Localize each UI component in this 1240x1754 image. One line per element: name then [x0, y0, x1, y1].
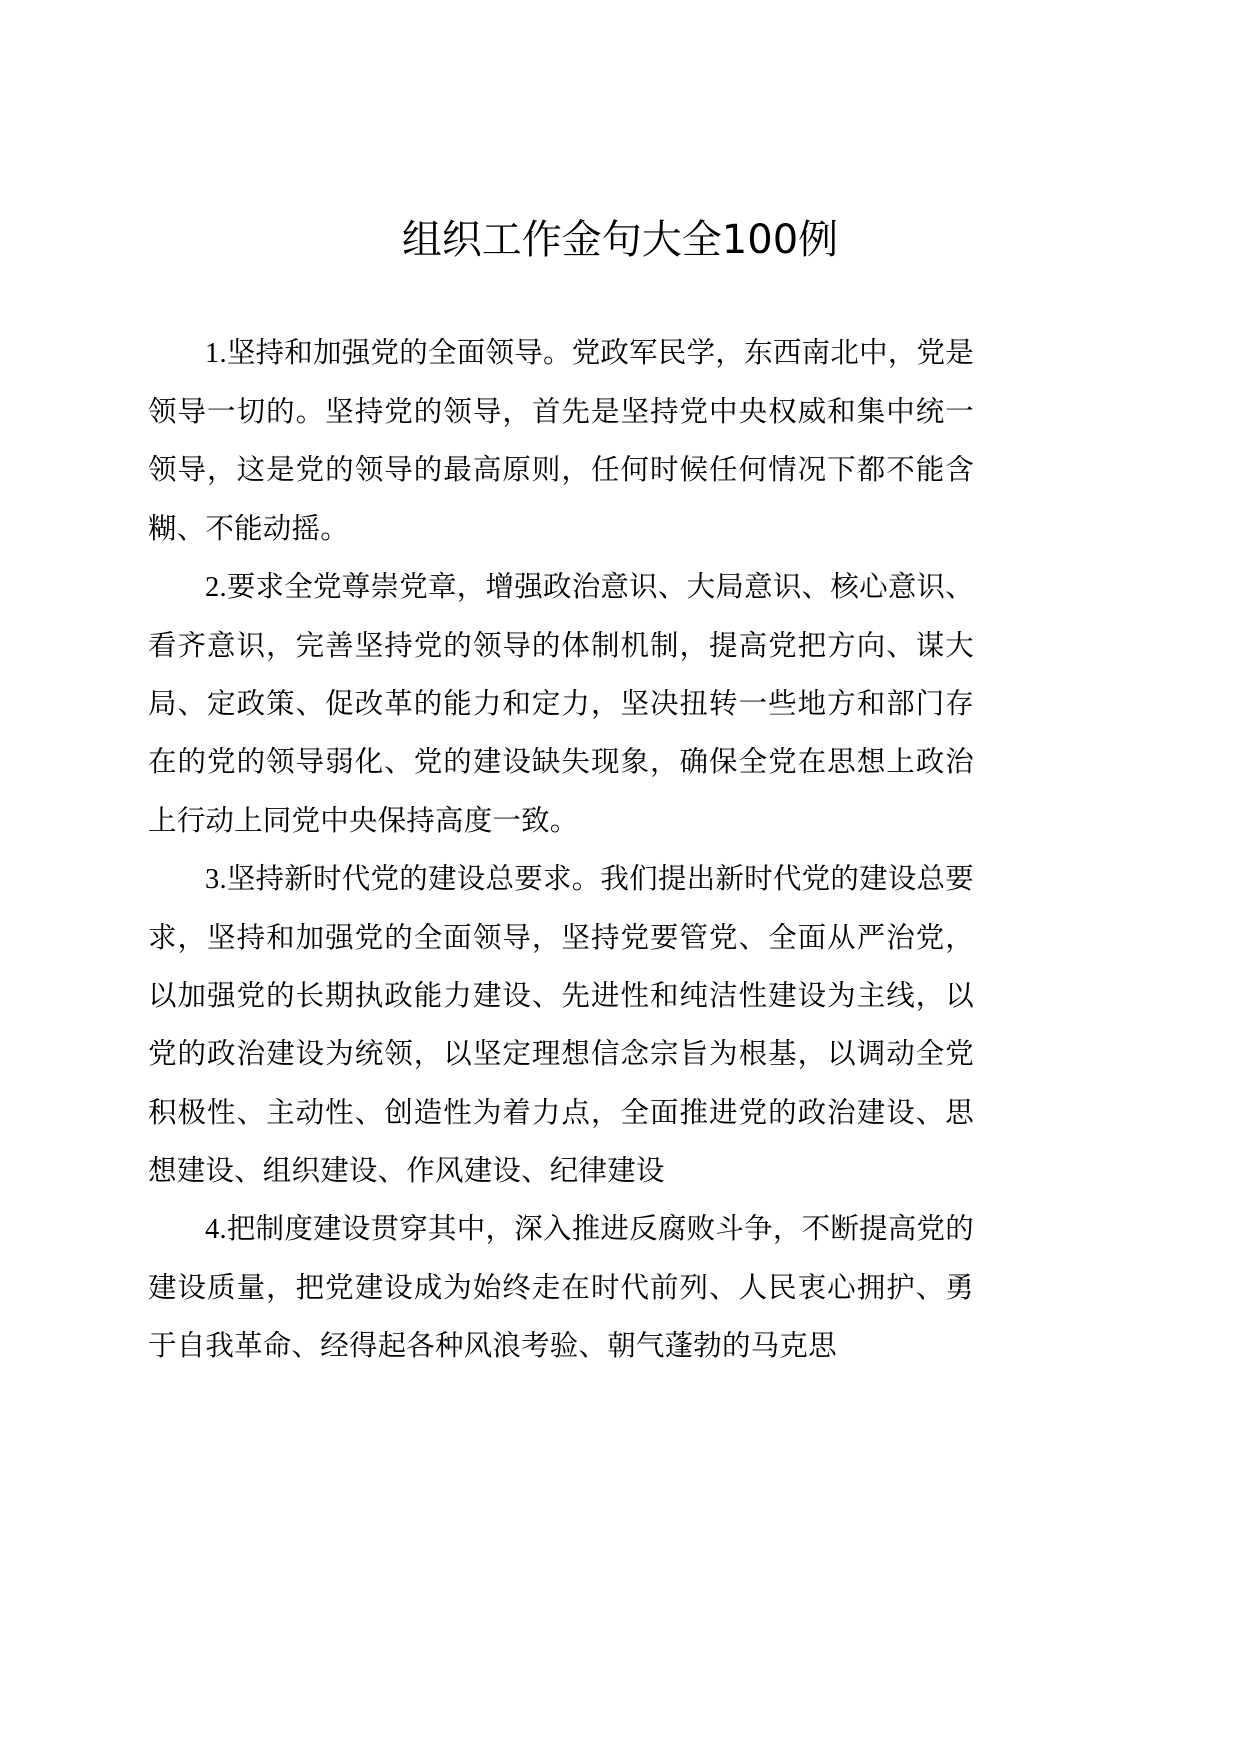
paragraph-2	[148, 558, 974, 850]
document-body	[148, 324, 974, 1376]
paragraph-text: 坚持新时代党的建设总要求。我们提出新时代党的建设总要求，坚持和加强党的全面领导，坚持党要管党、全面从严治党，以加强党的长期执政能力建设、先进性和纯洁性建设为主线，以党的政治建设为统领，以坚定理想信念宗旨为根基，以调动全党积极性、主动性、创造性为着力点，全面推进党的政治建设、思想建设、组织建设、作风建设、纪律建设	[148, 861, 974, 1187]
paragraph-number: 2.	[205, 571, 227, 603]
paragraph-text: 要求全党尊崇党章，增强政治意识、大局意识、核心意识、看齐意识，完善坚持党的领导的体制机制，提高党把方向、谋大局、定政策、促改革的能力和定力，坚决扭转一些地方和部门存在的党的领导弱化、党的建设缺失现象，确保全党在思想上政治上行动上同党中央保持高度一致。	[148, 569, 974, 837]
paragraph-number: 1.	[205, 338, 227, 369]
paragraph-3	[148, 850, 974, 1200]
document-title: 组织工作金句大全100例	[401, 217, 839, 263]
paragraph-4	[148, 1200, 974, 1376]
paragraph-number: 4.	[205, 1214, 227, 1246]
paragraph-1	[148, 324, 974, 558]
paragraph-text: 把制度建设贯穿其中，深入推进反腐败斗争，不断提高党的建设质量，把党建设成为始终走在时代前列、人民衷心拥护、勇于自我革命、经得起各种风浪考验、朝气蓬勃的马克思	[148, 1212, 974, 1363]
paragraph-number: 3.	[205, 863, 227, 895]
paragraph-text: 坚持和加强党的全面领导。党政军民学，东西南北中，党是领导一切的。坚持党的领导，首先是坚持党中央权威和集中统一领导，这是党的领导的最高原则，任何时候任何情况下都不能含糊、不能动摇。	[148, 336, 974, 545]
